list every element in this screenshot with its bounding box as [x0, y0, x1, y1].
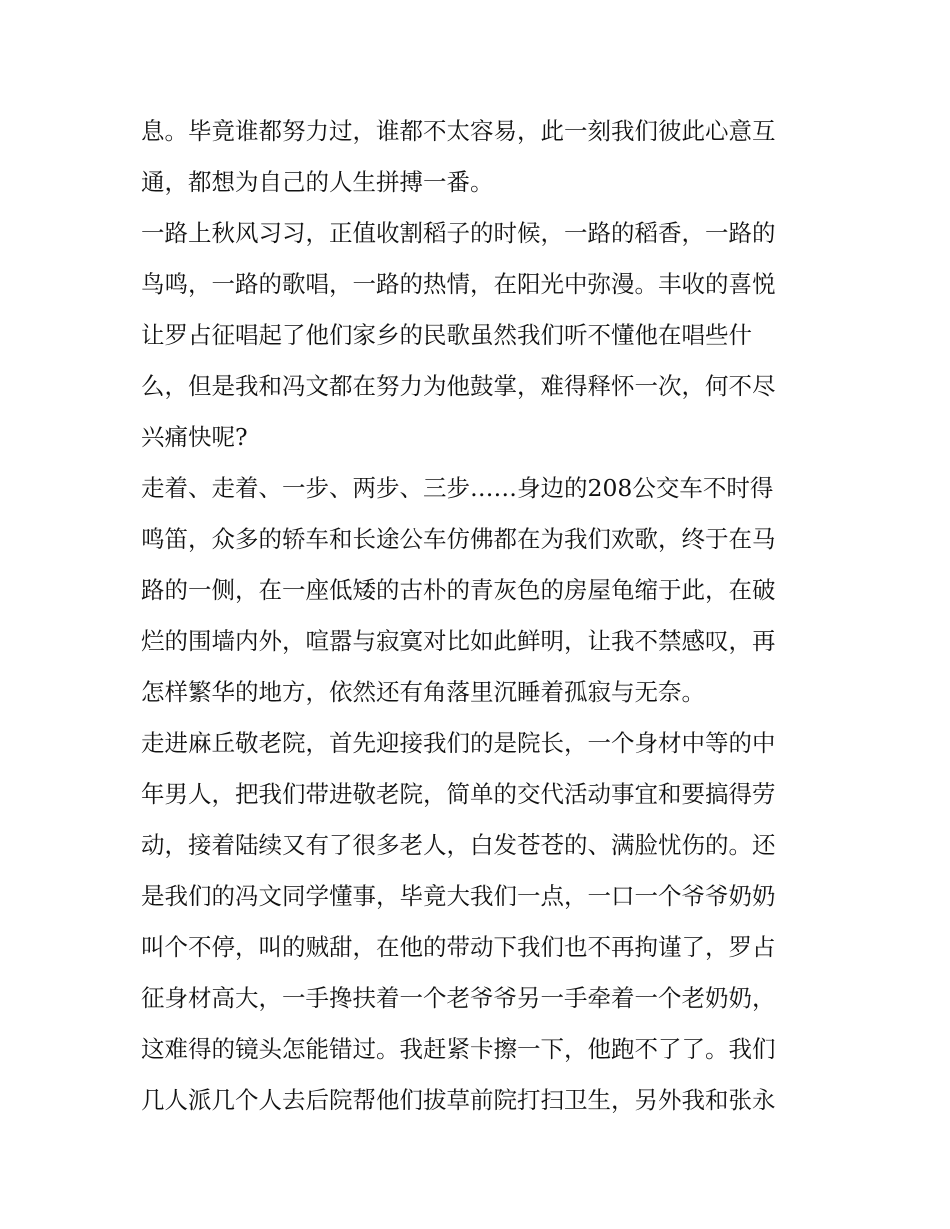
text-line: 息。毕竟谁都努力过，谁都不太容易，此一刻我们彼此心意互	[141, 117, 776, 145]
text-line: 征身材高大，一手搀扶着一个老爷爷另一手牵着一个老奶奶，	[141, 984, 776, 1012]
text-line: 年男人，把我们带进敬老院，简单的交代活动事宜和要搞得劳	[141, 780, 776, 808]
text-line: 兴痛快呢?	[141, 423, 248, 451]
text-line: 这难得的镜头怎能错过。我赶紧卡擦一下，他跑不了了。我们	[141, 1035, 776, 1063]
text-line: 烂的围墙内外，喧嚣与寂寞对比如此鲜明，让我不禁感叹，再	[141, 627, 776, 655]
body-text	[141, 106, 811, 1126]
text-line: 鸣笛，众多的轿车和长途公车仿佛都在为我们欢歌，终于在马	[141, 525, 776, 553]
text-line: 是我们的冯文同学懂事，毕竟大我们一点，一口一个爷爷奶奶	[141, 882, 776, 910]
text-line: 动，接着陆续又有了很多老人，白发苍苍的、满脸忧伤的。还	[141, 831, 776, 859]
text-line: 让罗占征唱起了他们家乡的民歌虽然我们听不懂他在唱些什	[141, 321, 752, 349]
text-line: 叫个不停，叫的贼甜，在他的带动下我们也不再拘谨了，罗占	[141, 933, 776, 961]
text-line: 路的一侧，在一座低矮的古朴的青灰色的房屋龟缩于此，在破	[141, 576, 776, 604]
text-line: 通，都想为自己的人生拼搏一番。	[141, 168, 494, 196]
text-line: 怎样繁华的地方，依然还有角落里沉睡着孤寂与无奈。	[141, 678, 705, 706]
text-line: 一路上秋风习习，正值收割稻子的时候，一路的稻香，一路的	[141, 219, 776, 247]
text-line: 走进麻丘敬老院，首先迎接我们的是院长，一个身材中等的中	[141, 729, 776, 757]
text-line: 几人派几个人去后院帮他们拔草前院打扫卫生，另外我和张永	[141, 1086, 776, 1114]
text-line: 么，但是我和冯文都在努力为他鼓掌，难得释怀一次，何不尽	[141, 372, 776, 400]
text-line: 鸟鸣，一路的歌唱，一路的热情，在阳光中弥漫。丰收的喜悦	[141, 270, 776, 298]
text-line: 走着、走着、一步、两步、三步……身边的208公交车不时得	[141, 474, 774, 502]
